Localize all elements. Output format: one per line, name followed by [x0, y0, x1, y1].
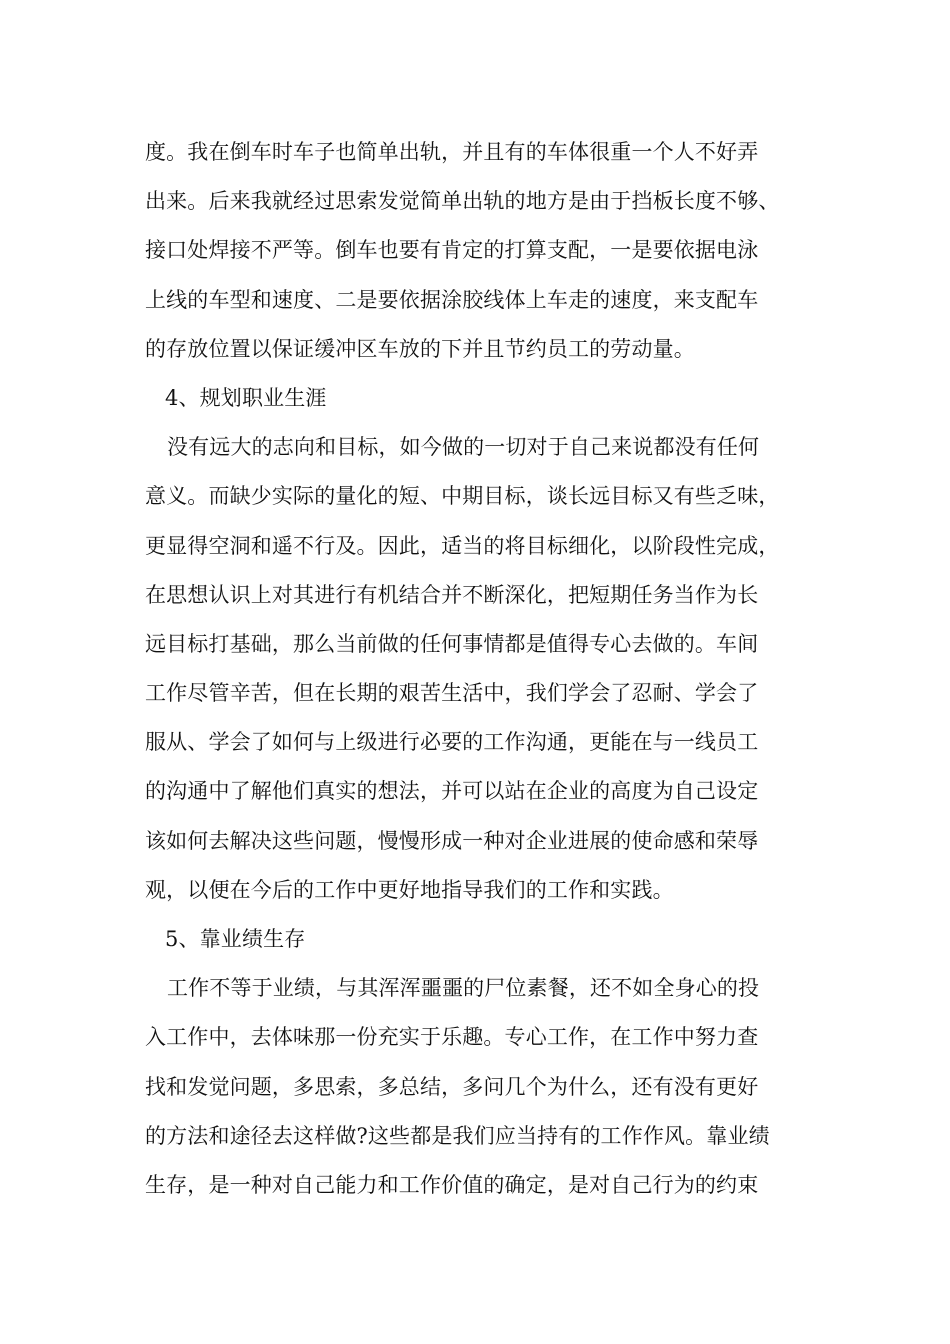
body-text-line: 该如何去解决这些问题，慢慢形成一种对企业进展的使命感和荣辱: [145, 828, 759, 853]
body-text-line: 远目标打基础，那么当前做的任何事情都是值得专心去做的。车间: [145, 631, 759, 656]
body-text-line: 接口处焊接不严等。倒车也要有肯定的打算支配，一是要依据电泳: [145, 238, 759, 263]
paragraph-first-line: 工作不等于业绩，与其浑浑噩噩的尸位素餐，还不如全身心的投: [167, 976, 760, 1001]
section-heading: 5、靠业绩生存: [165, 927, 306, 951]
section-heading: 4、规划职业生涯: [165, 385, 327, 410]
body-text-line: 出来。后来我就经过思索发觉简单出轨的地方是由于挡板长度不够、: [145, 189, 780, 214]
document-body: [145, 128, 810, 1210]
body-text-line: 度。我在倒车时车子也简单出轨，并且有的车体很重一个人不好弄: [145, 140, 759, 164]
body-text-line: 的存放位置以保证缓冲区车放的下并且节约员工的劳动量。: [145, 336, 695, 361]
body-text-line: 更显得空洞和遥不行及。因此，适当的将目标细化，以阶段性完成，: [145, 533, 780, 558]
body-text-line: 找和发觉问题，多思索，多总结，多问几个为什么，还有没有更好: [145, 1074, 759, 1099]
body-text-line: 生存，是一种对自己能力和工作价值的确定，是对自己行为的约束: [145, 1172, 759, 1197]
body-text-line: 的沟通中了解他们真实的想法，并可以站在企业的高度为自己设定: [145, 779, 759, 804]
body-text-line: 的方法和途径去这样做?这些都是我们应当持有的工作作风。靠业绩: [145, 1123, 770, 1148]
body-text-line: 入工作中，去体味那一份充实于乐趣。专心工作，在工作中努力查: [145, 1025, 759, 1050]
body-text-line: 工作尽管辛苦，但在长期的艰苦生活中，我们学会了忍耐、学会了: [145, 681, 759, 706]
body-text-line: 在思想认识上对其进行有机结合并不断深化，把短期任务当作为长: [145, 582, 759, 607]
body-text-line: 服从、学会了如何与上级进行必要的工作沟通，更能在与一线员工: [145, 730, 759, 755]
body-text-line: 意义。而缺少实际的量化的短、中期目标，谈长远目标又有些乏味，: [145, 484, 780, 509]
body-text-line: 观，以便在今后的工作中更好地指导我们的工作和实践。: [145, 877, 674, 902]
paragraph-first-line: 没有远大的志向和目标，如今做的一切对于自己来说都没有任何: [167, 435, 760, 460]
body-text-line: 上线的车型和速度、二是要依据涂胶线体上车走的速度，来支配车: [145, 287, 759, 312]
